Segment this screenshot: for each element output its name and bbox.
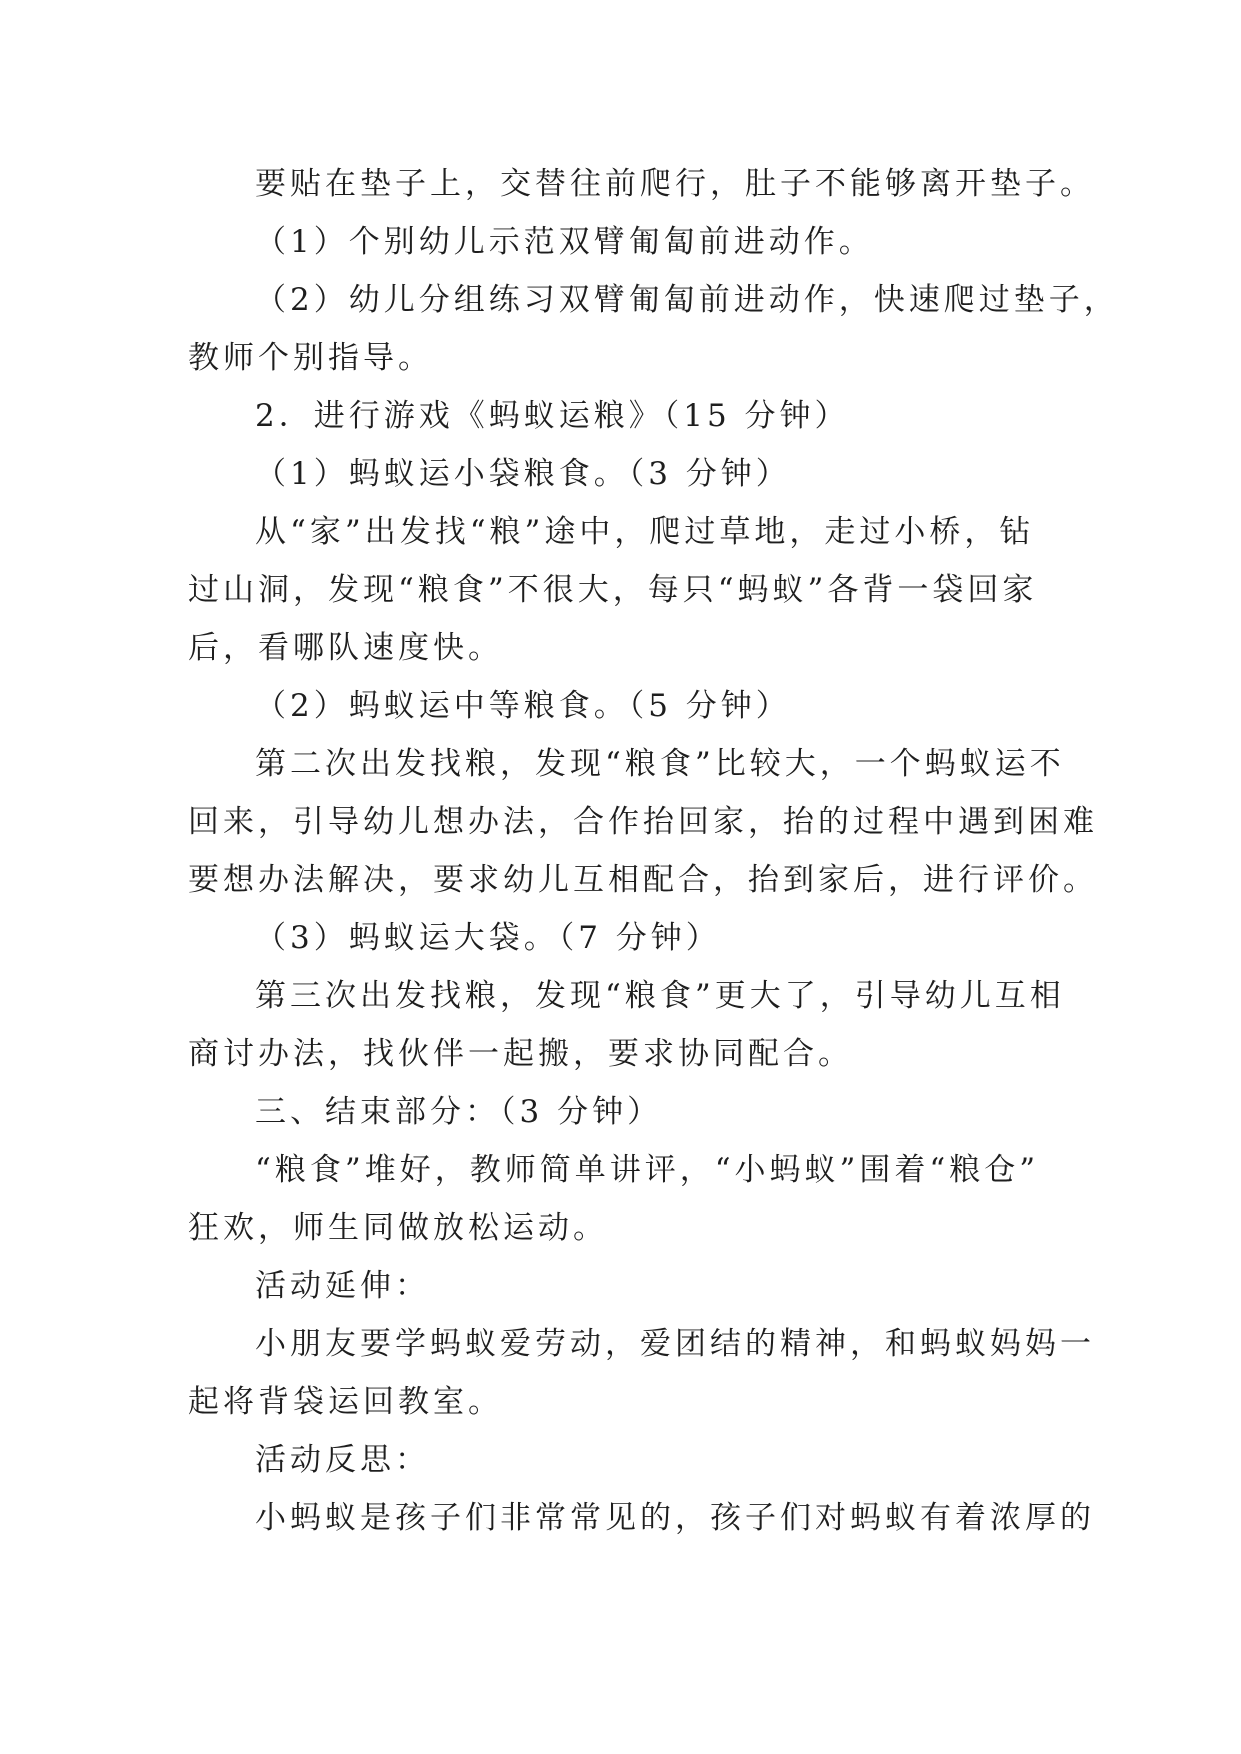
section-heading: 活动反思： xyxy=(255,1442,430,1478)
paragraph-line: 商讨办法，找伙伴一起搬，要求协同配合。 xyxy=(188,1036,853,1072)
paragraph-line: （1）个别幼儿示范双臂匍匐前进动作。 xyxy=(255,224,874,260)
paragraph-line: 后，看哪队速度快。 xyxy=(188,630,503,666)
paragraph-line: “粮食”堆好，教师简单讲评，“小蚂蚁”围着“粮仓” xyxy=(255,1152,1040,1188)
paragraph-line: 起将背袋运回教室。 xyxy=(188,1384,503,1420)
paragraph-line: （2）蚂蚁运中等粮食。（5 分钟） xyxy=(255,688,791,724)
paragraph-line: 要想办法解决，要求幼儿互相配合，抬到家后，进行评价。 xyxy=(188,862,1098,898)
paragraph-line: （1）蚂蚁运小袋粮食。（3 分钟） xyxy=(255,456,791,492)
paragraph-line: 要贴在垫子上，交替往前爬行，肚子不能够离开垫子。 xyxy=(255,166,1095,202)
section-heading: 三、结束部分：（3 分钟） xyxy=(255,1094,663,1130)
paragraph-line: 回来，引导幼儿想办法，合作抬回家，抬的过程中遇到困难 xyxy=(188,804,1098,840)
paragraph-line: 教师个别指导。 xyxy=(188,340,433,376)
paragraph-line: 过山洞，发现“粮食”不很大，每只“蚂蚁”各背一袋回家 xyxy=(188,572,1038,608)
paragraph-line: 小蚂蚁是孩子们非常常见的，孩子们对蚂蚁有着浓厚的 xyxy=(255,1500,1095,1536)
paragraph-line: 从“家”出发找“粮”途中，爬过草地，走过小桥，钻 xyxy=(255,514,1035,550)
paragraph-line: 狂欢，师生同做放松运动。 xyxy=(188,1210,608,1246)
paragraph-line: 第二次出发找粮，发现“粮食”比较大，一个蚂蚁运不 xyxy=(255,746,1065,782)
section-heading: 2．进行游戏《蚂蚁运粮》（15 分钟） xyxy=(255,398,850,434)
paragraph-line: 小朋友要学蚂蚁爱劳动，爱团结的精神，和蚂蚁妈妈一 xyxy=(255,1326,1095,1362)
paragraph-line: （2）幼儿分组练习双臂匍匐前进动作，快速爬过垫子， xyxy=(255,282,1119,318)
paragraph-line: 第三次出发找粮，发现“粮食”更大了，引导幼儿互相 xyxy=(255,978,1065,1014)
section-heading: 活动延伸： xyxy=(255,1268,430,1304)
paragraph-line: （3）蚂蚁运大袋。（7 分钟） xyxy=(255,920,721,956)
